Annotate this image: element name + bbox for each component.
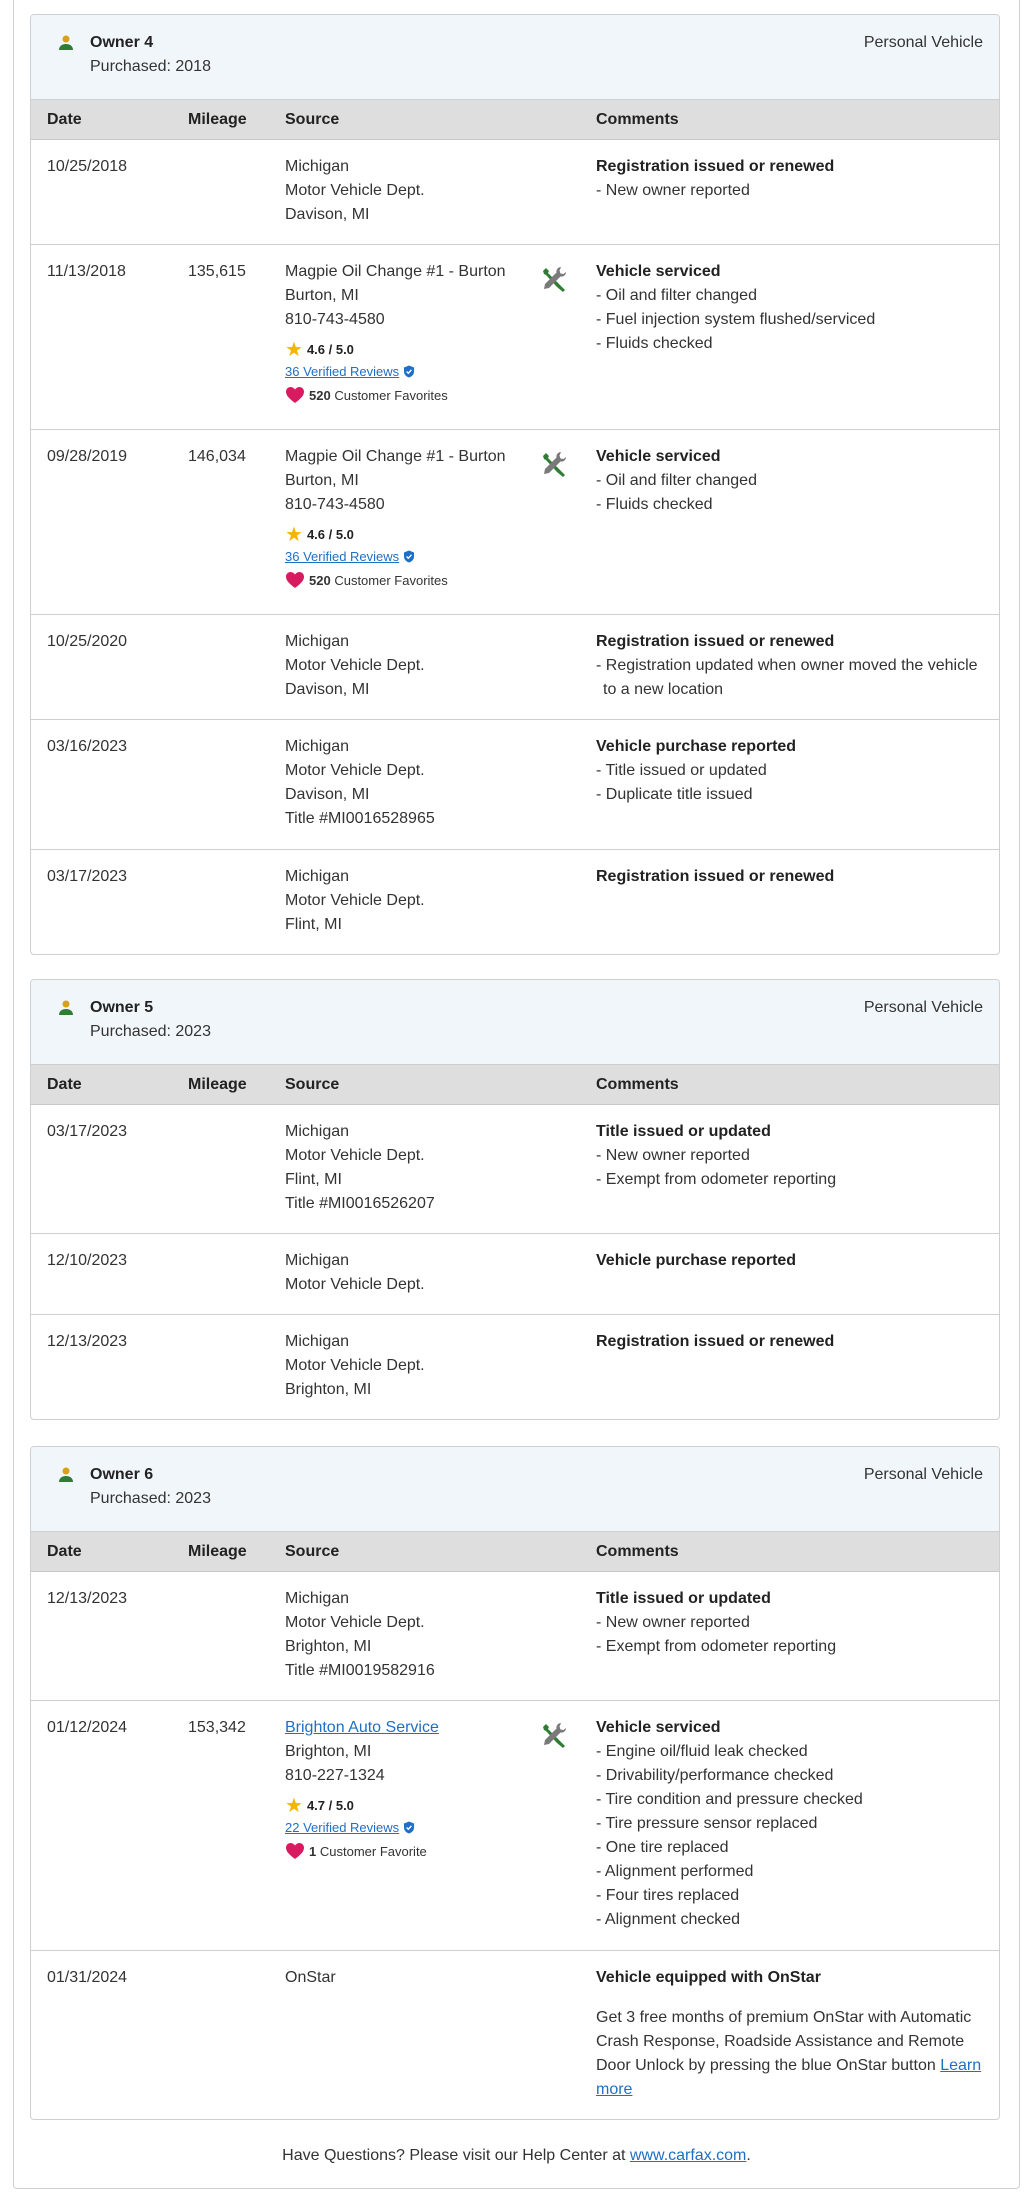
- source-line: Motor Vehicle Dept.: [285, 657, 425, 674]
- row-comments: [596, 1966, 991, 2102]
- source-line: Burton, MI: [285, 472, 359, 489]
- source-line: Davison, MI: [285, 786, 370, 803]
- source-line: Motor Vehicle Dept.: [285, 1357, 425, 1374]
- favorites-label: Customer Favorite: [319, 1844, 427, 1859]
- header-date: Date: [47, 111, 82, 128]
- comment-item: - Alignment performed: [596, 1863, 754, 1880]
- rating: [285, 1796, 439, 1816]
- favorites: [285, 569, 506, 593]
- source-line: Motor Vehicle Dept.: [285, 182, 425, 199]
- comment-item: - One tire replaced: [596, 1839, 729, 1856]
- comment-title: Registration issued or renewed: [596, 868, 835, 885]
- row-comments: [596, 155, 991, 203]
- row-date: 03/17/2023: [47, 868, 128, 885]
- source-line: 810-227-1324: [285, 1767, 385, 1784]
- source-line: 810-743-4580: [285, 311, 385, 328]
- source-line: Davison, MI: [285, 681, 370, 698]
- vehicle-type: Personal Vehicle: [863, 999, 983, 1016]
- source-line: Flint, MI: [285, 916, 342, 933]
- source-line: Michigan: [285, 738, 350, 755]
- row-date: 03/16/2023: [47, 738, 128, 755]
- row-source: [285, 1330, 425, 1402]
- row-mileage: 146,034: [188, 448, 246, 465]
- table-row: [31, 430, 999, 615]
- owner-purchased: Purchased: 2023: [90, 1023, 211, 1040]
- wrench-screwdriver-icon: [539, 264, 569, 294]
- rating: [285, 525, 506, 545]
- row-date: 03/17/2023: [47, 1123, 128, 1140]
- comment-item: - Registration updated when owner moved the vehicle to a new location: [596, 657, 978, 698]
- row-source: [285, 1716, 439, 1864]
- favorites: [285, 384, 506, 408]
- owner-title: Owner 5: [90, 999, 154, 1016]
- rating-value: 4.6 / 5.0: [306, 342, 354, 357]
- comment-item: - Drivability/performance checked: [596, 1767, 834, 1784]
- row-date: 12/13/2023: [47, 1590, 128, 1607]
- comment-title: Vehicle purchase reported: [596, 738, 797, 755]
- header-source: Source: [285, 1076, 340, 1093]
- star-icon: ★: [285, 524, 303, 546]
- table-row: [31, 140, 999, 245]
- header-mileage: Mileage: [188, 1543, 247, 1560]
- source-line: Motor Vehicle Dept.: [285, 1147, 425, 1164]
- comment-item: - Tire condition and pressure checked: [596, 1791, 863, 1808]
- source-line: Davison, MI: [285, 206, 370, 223]
- row-comments: [596, 1330, 991, 1354]
- table-row: [31, 1951, 999, 2119]
- source-line: OnStar: [285, 1969, 336, 1986]
- footer-text: Have Questions? Please visit our Help Center at: [282, 2147, 626, 2164]
- row-mileage: 135,615: [188, 263, 246, 280]
- shop-link[interactable]: Brighton Auto Service: [285, 1719, 439, 1736]
- comment-item: - Four tires replaced: [596, 1887, 740, 1904]
- owner-purchased: Purchased: 2023: [90, 1490, 211, 1507]
- star-icon: ★: [285, 339, 303, 361]
- source-line: Michigan: [285, 1123, 350, 1140]
- source-line: Motor Vehicle Dept.: [285, 1614, 425, 1631]
- verified-shield-icon: [403, 550, 415, 563]
- comment-title: Vehicle serviced: [596, 263, 721, 280]
- row-comments: [596, 260, 991, 356]
- comment-item: - New owner reported: [596, 182, 750, 199]
- owner-section-5: [30, 979, 1000, 1420]
- promo-text: Get 3 free months of premium OnStar with Automatic Crash Response, Roadside Assistance and Remote Door Unlock by pressing the blue OnStar button: [596, 2009, 972, 2074]
- comment-item: - New owner reported: [596, 1147, 750, 1164]
- onstar-promo: [596, 2006, 991, 2102]
- favorites-count: 520: [309, 388, 331, 403]
- source-line: Michigan: [285, 868, 350, 885]
- comment-item: - Exempt from odometer reporting: [596, 1638, 837, 1655]
- table-row: [31, 1315, 999, 1419]
- source-line: Brighton, MI: [285, 1743, 372, 1760]
- comment-title: Vehicle serviced: [596, 448, 721, 465]
- table-row: [31, 850, 999, 954]
- source-line: Michigan: [285, 1590, 350, 1607]
- owner-section-6: [30, 1446, 1000, 2120]
- row-date: 12/13/2023: [47, 1333, 128, 1350]
- rating-value: 4.6 / 5.0: [306, 527, 354, 542]
- source-line: Motor Vehicle Dept.: [285, 892, 425, 909]
- title-number: Title #MI0019582916: [285, 1662, 435, 1679]
- source-line: Michigan: [285, 158, 350, 175]
- header-source: Source: [285, 1543, 340, 1560]
- verified-reviews-link[interactable]: 36 Verified Reviews: [285, 549, 400, 564]
- help-footer: [0, 2147, 1033, 2165]
- comment-title: Vehicle purchase reported: [596, 1252, 797, 1269]
- title-number: Title #MI0016528965: [285, 810, 435, 827]
- comment-item: - Oil and filter changed: [596, 287, 757, 304]
- table-header: [31, 1532, 999, 1572]
- row-source: [285, 445, 506, 593]
- header-date: Date: [47, 1543, 82, 1560]
- owner-header: [31, 15, 999, 100]
- comment-title: Registration issued or renewed: [596, 633, 835, 650]
- reviews: [285, 360, 506, 384]
- carfax-link[interactable]: www.carfax.com: [629, 2147, 747, 2164]
- row-comments: [596, 1120, 991, 1192]
- favorites: [285, 1840, 439, 1864]
- owner-purchased: Purchased: 2018: [90, 58, 211, 75]
- source-line: Michigan: [285, 1252, 350, 1269]
- row-date: 01/31/2024: [47, 1969, 128, 1986]
- table-row: [31, 1701, 999, 1951]
- person-icon: [57, 34, 75, 52]
- row-date: 09/28/2019: [47, 448, 128, 465]
- row-date: 10/25/2020: [47, 633, 128, 650]
- rating-value: 4.7 / 5.0: [306, 1798, 354, 1813]
- comment-item: - Tire pressure sensor replaced: [596, 1815, 818, 1832]
- header-comments: Comments: [596, 111, 679, 128]
- row-source: [285, 865, 425, 937]
- learn-more-link[interactable]: Learn more: [596, 2057, 982, 2098]
- source-line: Flint, MI: [285, 1171, 342, 1188]
- comment-item: - Engine oil/fluid leak checked: [596, 1743, 808, 1760]
- star-icon: ★: [285, 1795, 303, 1817]
- row-source: [285, 1966, 336, 1990]
- header-mileage: Mileage: [188, 1076, 247, 1093]
- header-date: Date: [47, 1076, 82, 1093]
- row-date: 11/13/2018: [47, 263, 126, 280]
- favorites-label: Customer Favorites: [334, 573, 448, 588]
- row-comments: [596, 865, 991, 889]
- row-source: [285, 1587, 435, 1683]
- comment-item: - Title issued or updated: [596, 762, 767, 779]
- table-row: [31, 1572, 999, 1701]
- reviews: [285, 1816, 439, 1840]
- comment-title: Registration issued or renewed: [596, 158, 835, 175]
- owner-section-4: [30, 14, 1000, 955]
- row-mileage: 153,342: [188, 1719, 246, 1736]
- person-icon: [57, 999, 75, 1017]
- comment-title: Title issued or updated: [596, 1123, 771, 1140]
- table-row: [31, 1234, 999, 1315]
- footer-period: .: [746, 2147, 751, 2164]
- owner-title: Owner 6: [90, 1466, 154, 1483]
- table-row: [31, 615, 999, 720]
- row-comments: [596, 735, 991, 807]
- comment-item: - Fluids checked: [596, 335, 713, 352]
- row-source: [285, 1120, 435, 1216]
- source-line: Motor Vehicle Dept.: [285, 1276, 425, 1293]
- favorites-count: 520: [309, 573, 331, 588]
- source-line: Magpie Oil Change #1 - Burton: [285, 448, 506, 465]
- favorites-label: Customer Favorites: [334, 388, 448, 403]
- header-comments: Comments: [596, 1543, 679, 1560]
- wrench-screwdriver-icon: [539, 449, 569, 479]
- row-source: [285, 155, 425, 227]
- heart-icon: [285, 1842, 305, 1860]
- row-comments: [596, 1716, 991, 1932]
- row-comments: [596, 630, 991, 702]
- source-line: Burton, MI: [285, 287, 359, 304]
- heart-icon: [285, 386, 305, 404]
- owner-header: [31, 1447, 999, 1532]
- row-date: 01/12/2024: [47, 1719, 128, 1736]
- table-row: [31, 245, 999, 430]
- vehicle-type: Personal Vehicle: [863, 1466, 983, 1483]
- source-line: Magpie Oil Change #1 - Burton: [285, 263, 506, 280]
- header-comments: Comments: [596, 1076, 679, 1093]
- owner-title: Owner 4: [90, 34, 154, 51]
- title-number: Title #MI0016526207: [285, 1195, 435, 1212]
- heart-icon: [285, 571, 305, 589]
- owner-header: [31, 980, 999, 1065]
- header-source: Source: [285, 111, 340, 128]
- row-comments: [596, 1249, 991, 1273]
- comment-item: - Alignment checked: [596, 1911, 741, 1928]
- comment-item: - Exempt from odometer reporting: [596, 1171, 837, 1188]
- vehicle-type: Personal Vehicle: [863, 34, 983, 51]
- verified-shield-icon: [403, 1821, 415, 1834]
- table-header: [31, 100, 999, 140]
- row-source: [285, 260, 506, 408]
- row-source: [285, 735, 435, 831]
- comment-title: Title issued or updated: [596, 1590, 771, 1607]
- source-line: Motor Vehicle Dept.: [285, 762, 425, 779]
- table-row: [31, 1105, 999, 1234]
- header-mileage: Mileage: [188, 111, 247, 128]
- favorites-count: 1: [309, 1844, 317, 1859]
- comment-item: - Fluids checked: [596, 496, 713, 513]
- rating: [285, 340, 506, 360]
- row-comments: [596, 1587, 991, 1659]
- comment-item: - New owner reported: [596, 1614, 750, 1631]
- row-source: [285, 1249, 425, 1297]
- comment-title: Vehicle equipped with OnStar: [596, 1969, 821, 1986]
- source-line: Brighton, MI: [285, 1381, 372, 1398]
- comment-title: Vehicle serviced: [596, 1719, 721, 1736]
- row-date: 12/10/2023: [47, 1252, 128, 1269]
- comment-item: - Duplicate title issued: [596, 786, 753, 803]
- comment-item: - Oil and filter changed: [596, 472, 757, 489]
- wrench-screwdriver-icon: [539, 1720, 569, 1750]
- source-line: 810-743-4580: [285, 496, 385, 513]
- row-date: 10/25/2018: [47, 158, 128, 175]
- comment-title: Registration issued or renewed: [596, 1333, 835, 1350]
- verified-shield-icon: [403, 365, 415, 378]
- verified-reviews-link[interactable]: 22 Verified Reviews: [285, 1820, 400, 1835]
- comment-item: - Fuel injection system flushed/serviced: [596, 311, 876, 328]
- table-header: [31, 1065, 999, 1105]
- person-icon: [57, 1466, 75, 1484]
- source-line: Brighton, MI: [285, 1638, 372, 1655]
- source-line: Michigan: [285, 633, 350, 650]
- verified-reviews-link[interactable]: 36 Verified Reviews: [285, 364, 400, 379]
- reviews: [285, 545, 506, 569]
- table-row: [31, 720, 999, 850]
- source-line: Michigan: [285, 1333, 350, 1350]
- row-comments: [596, 445, 991, 517]
- row-source: [285, 630, 425, 702]
